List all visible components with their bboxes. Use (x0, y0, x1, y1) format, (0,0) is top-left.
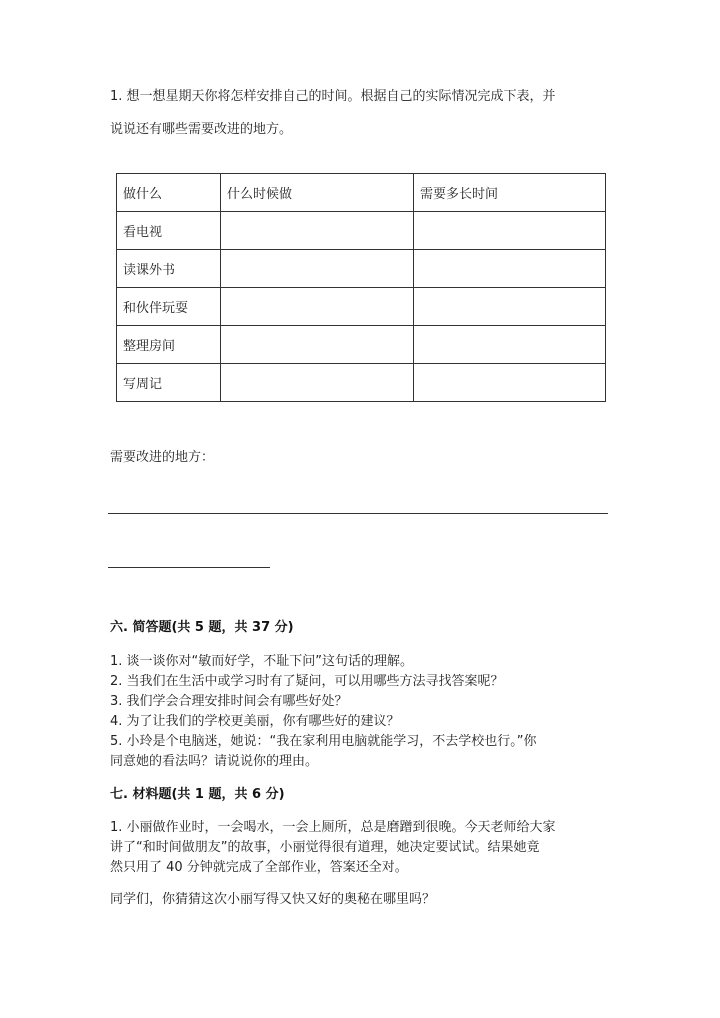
table-cell: 读课外书 (117, 250, 221, 288)
table-cell: 看电视 (117, 212, 221, 250)
table-row (117, 250, 606, 288)
material-question: 同学们，你猜猜这次小丽写得又快又好的奥秘在哪里吗？ (110, 892, 436, 907)
table-cell (414, 364, 606, 402)
question-item: 4. 为了让我们的学校更美丽，你有哪些好的建议？ (110, 714, 400, 729)
answer-line (108, 513, 608, 514)
question-item: 1. 谈一谈你对“敏而好学，不耻下问”这句话的理解。 (110, 654, 414, 669)
question-item: 同意她的看法吗？请说说你的理由。 (110, 754, 319, 769)
table-cell: 整理房间 (117, 326, 221, 364)
question-item: 3. 我们学会合理安排时间会有哪些好处？ (110, 694, 348, 709)
table-cell (414, 250, 606, 288)
table-header: 做什么 (117, 174, 221, 212)
question-item: 5. 小玲是个电脑迷，她说：“我在家利用电脑就能学习，不去学校也行。”你 (110, 734, 537, 749)
section7-title: 七. 材料题(共 1 题，共 6 分) (110, 787, 285, 802)
answer-line (108, 567, 270, 568)
improve-label: 需要改进的地方： (110, 450, 215, 465)
table-cell (221, 326, 414, 364)
table-cell (221, 250, 414, 288)
material-paragraph: 1. 小丽做作业时，一会喝水，一会上厕所，总是磨蹭到很晚。今天老师给大家 (110, 820, 556, 835)
table-cell (221, 364, 414, 402)
table-row (117, 364, 606, 402)
table-cell: 和伙伴玩耍 (117, 288, 221, 326)
table-header: 什么时候做 (221, 174, 414, 212)
table-row (117, 212, 606, 250)
q1-text-line1: 1. 想一想星期天你将怎样安排自己的时间。根据自己的实际情况完成下表，并 (110, 89, 556, 104)
material-paragraph: 然只用了 40 分钟就完成了全部作业，答案还全对。 (110, 860, 408, 875)
table-cell (221, 212, 414, 250)
material-paragraph: 讲了“和时间做朋友”的故事，小丽觉得很有道理，她决定要试试。结果她竟 (110, 840, 540, 855)
table-cell (414, 212, 606, 250)
schedule-table (116, 173, 606, 402)
table-cell (414, 326, 606, 364)
table-cell: 写周记 (117, 364, 221, 402)
table-header: 需要多长时间 (414, 174, 606, 212)
table-header-row (117, 174, 606, 212)
section6-title: 六. 简答题(共 5 题，共 37 分) (110, 620, 294, 635)
table-cell (221, 288, 414, 326)
q1-text-line2: 说说还有哪些需要改进的地方。 (110, 122, 293, 137)
table-row (117, 288, 606, 326)
question-item: 2. 当我们在生活中或学习时有了疑问，可以用哪些方法寻找答案呢？ (110, 674, 504, 689)
table-cell (414, 288, 606, 326)
table-row (117, 326, 606, 364)
